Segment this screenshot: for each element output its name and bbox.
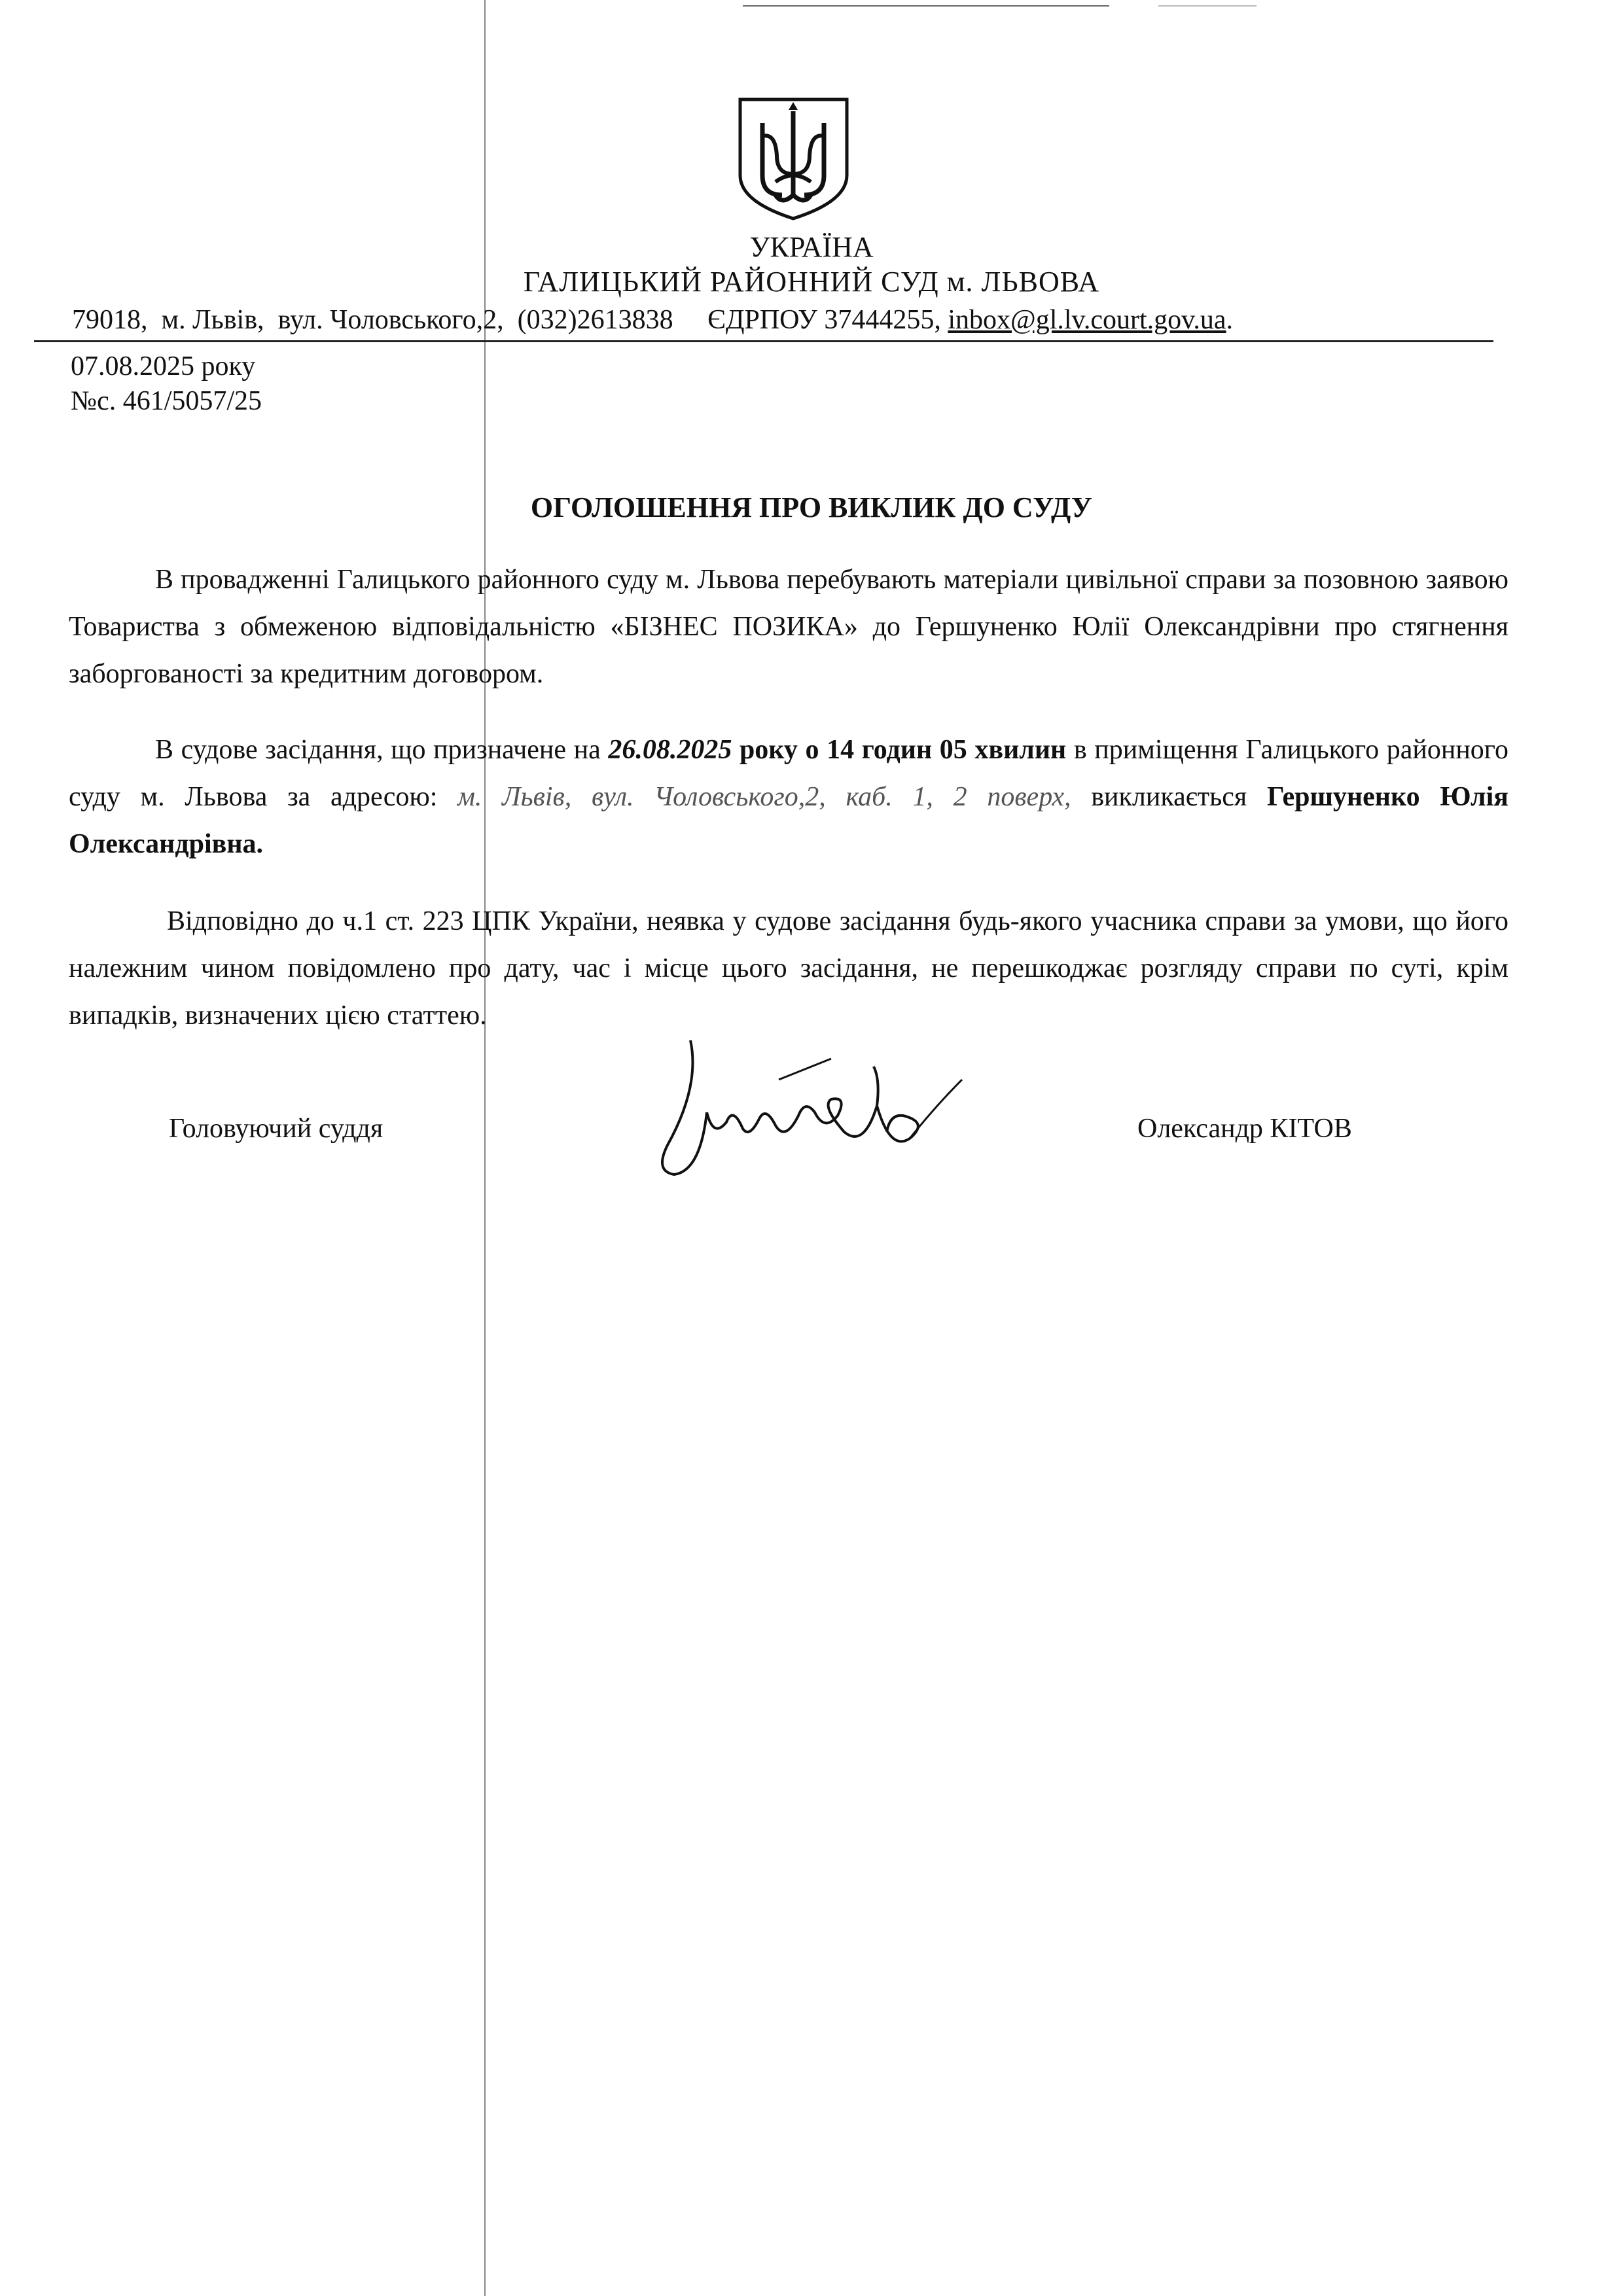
judge-name: Олександр КІТОВ (1137, 1114, 1352, 1144)
country-name: УКРАЇНА (749, 231, 874, 263)
contact-edrpou: ЄДРПОУ 37444255, (707, 305, 941, 335)
signer-role: Головуючий суддя (169, 1114, 383, 1144)
judge-signature (628, 1008, 969, 1191)
paragraph-proceedings-text: В провадженні Галицького районного суду м. Львова перебувають матеріали цивільної справи за позовною заявою Товариства з обмеженою відповідальністю «БІЗНЕС ПОЗИКА» до Гершуненко Юлії Олександрівни про стягнення заборгованості за кредитним договором. (69, 565, 1508, 689)
hearing-date: 26.08.2025 (608, 735, 732, 765)
scan-artifact-vertical-line (484, 0, 486, 2296)
court-contact-line (72, 304, 1233, 336)
contact-street: вул. Чоловського,2, (277, 305, 504, 335)
coat-of-arms-icon (736, 97, 851, 221)
paragraph-proceedings (69, 556, 1508, 698)
hearing-text-c: в приміщення Галицького районного суду м. Львова за адресою: (69, 735, 1508, 812)
summoned-person: Гершуненко Юлія Олександрівна. (69, 782, 1509, 859)
hearing-text-d: викликається (1071, 782, 1267, 812)
header-divider (34, 340, 1493, 342)
court-name: ГАЛИЦЬКИЙ РАЙОННИЙ СУД м. ЛЬВОВА (523, 266, 1100, 298)
paragraph-legal-notice-text: Відповідно до ч.1 ст. 223 ЦПК України, неявка у судове засідання будь-якого учасника справи за умови, що його належним чином повідомлено про дату, час і місце цього засідання, не перешкоджає розгляду справи по суті, крім випадків, визначених цією статтею. (69, 906, 1508, 1031)
hearing-text-a: В судове засідання, що призначене на (155, 735, 609, 765)
contact-postal: 79018, (72, 305, 148, 335)
hearing-address: м. Львів, вул. Чоловського,2, каб. 1, 2 поверх, (457, 782, 1071, 812)
case-number: №с. 461/5057/25 (71, 386, 262, 416)
contact-email[interactable]: inbox@gl.lv.court.gov.ua (948, 305, 1226, 335)
scan-artifact-top-line (743, 5, 1109, 7)
paragraph-hearing (69, 726, 1508, 868)
scan-artifact-top-dash (1158, 5, 1257, 7)
document-date: 07.08.2025 року (71, 351, 256, 381)
hearing-time: року о 14 годин 05 хвилин (732, 735, 1067, 765)
page-title: ОГОЛОШЕННЯ ПРО ВИКЛИК ДО СУДУ (530, 491, 1093, 523)
contact-phone: (032)2613838 (517, 305, 673, 335)
contact-trailing: . (1226, 305, 1234, 335)
contact-city: м. Львів, (161, 305, 264, 335)
